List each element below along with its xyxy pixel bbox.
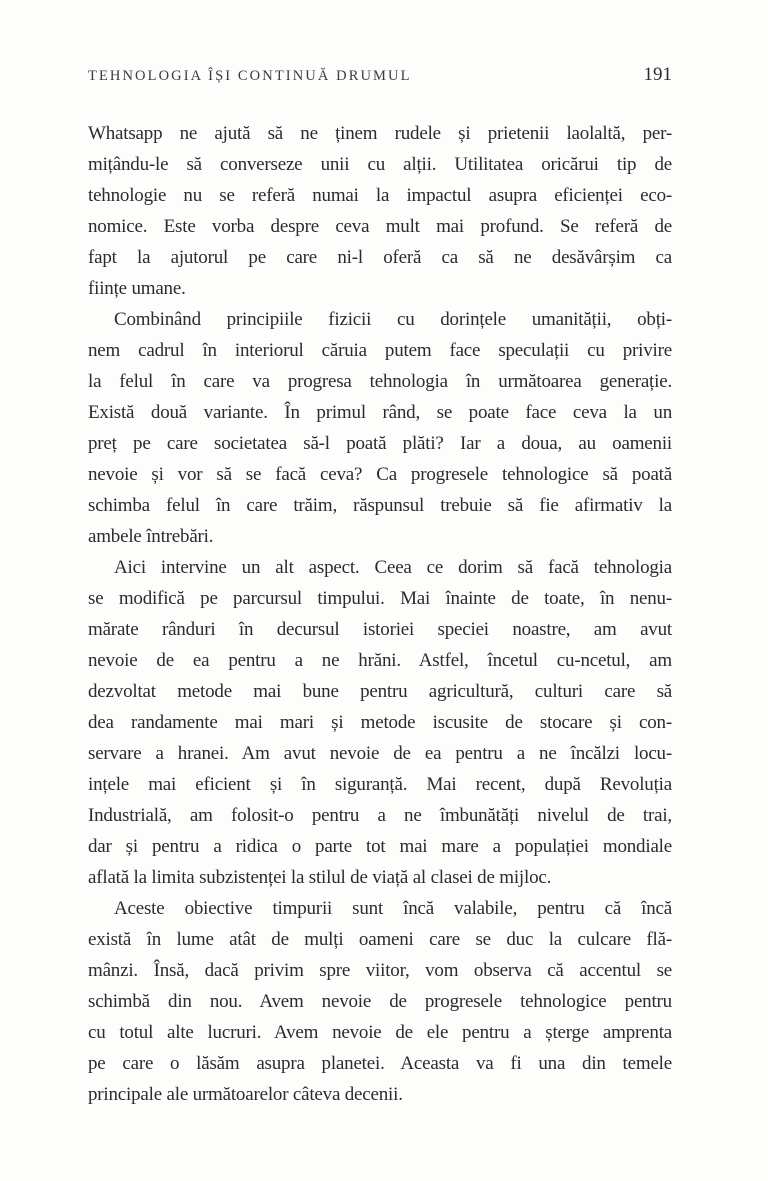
text-line: dezvoltat metode mai bune pentru agricultură, culturi care să [88,681,672,702]
text-line: Whatsapp ne ajută să ne ținem rudele și prietenii laolaltă, per- [88,123,672,144]
text-line: cu totul alte lucruri. Avem nevoie de ele pentru a șterge amprenta [88,1022,672,1043]
text-line: schimba felul în care trăim, răspunsul trebuie să fie afirmativ la [88,495,672,516]
text-line: aflată la limita subzistenței la stilul de viață al clasei de mijloc. [88,867,552,888]
text-line: Aceste obiective timpurii sunt încă valabile, pentru că încă [114,898,672,919]
text-line: dea randamente mai mari și metode iscusite de stocare și con- [88,712,672,733]
paragraph [88,552,672,893]
text-line: mițându-le să converseze unii cu alții. Utilitatea oricărui tip de [88,154,672,175]
text-line: se modifică pe parcursul timpului. Mai înainte de toate, în nenu- [88,588,672,609]
text-line: tehnologie nu se referă numai la impactul asupra eficienței eco- [88,185,672,206]
running-title: TEHNOLOGIA ÎȘI CONTINUĂ DRUMUL [88,68,412,84]
page-body [88,118,672,1110]
text-line: nevoie și vor să se facă ceva? Ca progresele tehnologice să poată [88,464,672,485]
text-line: pe care o lăsăm asupra planetei. Aceasta va fi una din temele [88,1053,672,1074]
paragraph [88,118,672,304]
text-line: schimbă din nou. Avem nevoie de progresele tehnologice pentru [88,991,672,1012]
text-line: Combinând principiile fizicii cu dorințele umanității, obți- [114,309,672,330]
text-line: nomice. Este vorba despre ceva mult mai profund. Se referă de [88,216,672,237]
text-line: la felul în care va progresa tehnologia în următoarea generație. [88,371,672,392]
page-number: 191 [643,64,672,85]
text-line: Industrială, am folosit-o pentru a ne îmbunătăți nivelul de trai, [88,805,672,826]
text-line: fapt la ajutorul pe care ni-l oferă ca să ne desăvârșim ca [88,247,672,268]
text-line: ambele întrebări. [88,526,214,547]
paragraph [88,304,672,552]
text-line: mânzi. Însă, dacă privim spre viitor, vom observa că accentul se [88,960,672,981]
text-line: dar și pentru a ridica o parte tot mai mare a populației mondiale [88,836,672,857]
text-line: nevoie de ea pentru a ne hrăni. Astfel, încetul cu-ncetul, am [88,650,672,671]
running-header [88,64,672,86]
text-line: ființe umane. [88,278,186,299]
text-line: Aici intervine un alt aspect. Ceea ce dorim să facă tehnologia [114,557,672,578]
text-line: preț pe care societatea să-l poată plăti? Iar a doua, au oamenii [88,433,672,454]
paragraph [88,893,672,1110]
text-line: ințele mai eficient și în siguranță. Mai recent, după Revoluția [88,774,672,795]
text-line: principale ale următoarelor câteva decenii. [88,1084,403,1105]
text-line: Există două variante. În primul rând, se poate face ceva la un [88,402,672,423]
text-line: mărate rânduri în decursul istoriei speciei noastre, am avut [88,619,672,640]
text-line: există în lume atât de mulți oameni care se duc la culcare flă- [88,929,672,950]
text-line: servare a hranei. Am avut nevoie de ea pentru a ne încălzi locu- [88,743,672,764]
text-line: nem cadrul în interiorul căruia putem face speculații cu privire [88,340,672,361]
